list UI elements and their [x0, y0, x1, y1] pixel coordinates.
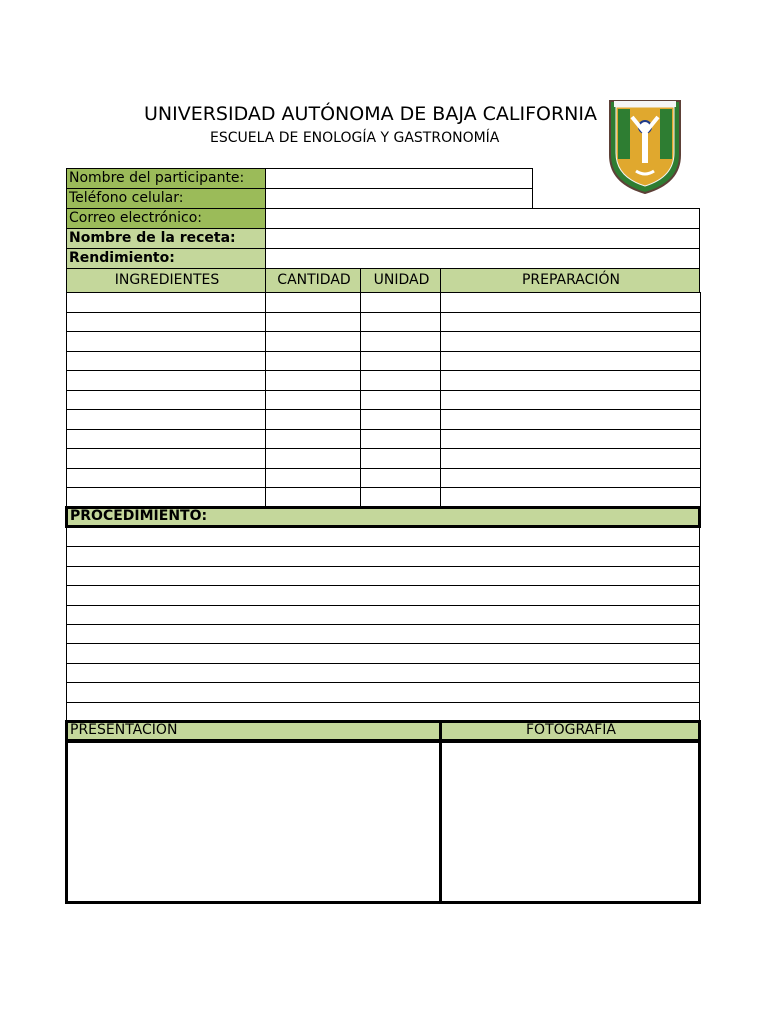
phone-label: Teléfono celular: — [66, 188, 266, 209]
photo-area[interactable] — [439, 740, 701, 904]
procedure-line[interactable] — [66, 663, 700, 683]
ingredient-cell[interactable] — [360, 331, 441, 352]
ingredient-cell[interactable] — [265, 448, 361, 469]
ingredient-cell[interactable] — [360, 312, 441, 333]
ingredient-cell[interactable] — [440, 370, 701, 391]
ingredient-cell[interactable] — [66, 448, 266, 469]
presentation-area[interactable] — [65, 740, 442, 904]
ingredient-cell[interactable] — [66, 409, 266, 430]
ingredient-cell[interactable] — [440, 487, 701, 508]
ingredient-cell[interactable] — [66, 331, 266, 352]
photo-header: FOTOGRAFIA — [439, 720, 701, 742]
ingredient-cell[interactable] — [360, 468, 441, 489]
procedure-line[interactable] — [66, 566, 700, 586]
ingredient-cell[interactable] — [440, 351, 701, 372]
ingredient-cell[interactable] — [265, 409, 361, 430]
ingredient-cell[interactable] — [66, 292, 266, 313]
ingredient-cell[interactable] — [265, 429, 361, 450]
ingredient-cell[interactable] — [360, 351, 441, 372]
preparation-header: PREPARACIÓN — [440, 268, 700, 293]
ingredient-cell[interactable] — [440, 390, 701, 411]
ingredient-cell[interactable] — [360, 429, 441, 450]
recipe-name-label: Nombre de la receta: — [66, 228, 266, 249]
ingredient-cell[interactable] — [66, 390, 266, 411]
ingredient-cell[interactable] — [265, 390, 361, 411]
ingredient-cell[interactable] — [66, 312, 266, 333]
ingredient-cell[interactable] — [265, 487, 361, 508]
ingredient-cell[interactable] — [360, 409, 441, 430]
ingredient-cell[interactable] — [360, 292, 441, 313]
yield-label: Rendimiento: — [66, 248, 266, 269]
ingredient-cell[interactable] — [360, 370, 441, 391]
ingredient-cell[interactable] — [440, 331, 701, 352]
page-title: UNIVERSIDAD AUTÓNOMA DE BAJA CALIFORNIA — [144, 103, 597, 125]
ingredient-cell[interactable] — [440, 429, 701, 450]
email-label: Correo electrónico: — [66, 208, 266, 229]
recipe-name-field[interactable] — [265, 228, 700, 249]
procedure-line[interactable] — [66, 682, 700, 702]
ingredient-cell[interactable] — [440, 312, 701, 333]
procedure-line[interactable] — [66, 546, 700, 566]
ingredients-header: INGREDIENTES — [66, 268, 266, 293]
ingredient-cell[interactable] — [440, 292, 701, 313]
page-subtitle: ESCUELA DE ENOLOGÍA Y GASTRONOMÍA — [210, 130, 500, 146]
ingredient-cell[interactable] — [440, 468, 701, 489]
participant-name-field[interactable] — [265, 168, 533, 189]
ingredient-cell[interactable] — [360, 448, 441, 469]
ingredient-cell[interactable] — [66, 468, 266, 489]
quantity-header: CANTIDAD — [265, 268, 361, 293]
phone-field[interactable] — [265, 188, 533, 209]
ingredient-cell[interactable] — [66, 351, 266, 372]
procedure-line[interactable] — [66, 643, 700, 663]
procedure-header: PROCEDIMIENTO: — [65, 506, 701, 528]
university-logo-icon — [606, 97, 684, 195]
ingredient-cell[interactable] — [66, 487, 266, 508]
email-field[interactable] — [265, 208, 700, 229]
ingredient-cell[interactable] — [360, 487, 441, 508]
unit-header: UNIDAD — [360, 268, 441, 293]
participant-name-label: Nombre del participante: — [66, 168, 266, 189]
ingredients-table-body — [66, 292, 700, 506]
ingredient-cell[interactable] — [265, 292, 361, 313]
ingredient-cell[interactable] — [66, 429, 266, 450]
procedure-line[interactable] — [66, 527, 700, 547]
ingredient-cell[interactable] — [440, 448, 701, 469]
ingredient-cell[interactable] — [66, 370, 266, 391]
ingredient-cell[interactable] — [360, 390, 441, 411]
ingredient-cell[interactable] — [265, 468, 361, 489]
ingredient-cell[interactable] — [265, 331, 361, 352]
procedure-line[interactable] — [66, 585, 700, 605]
ingredient-cell[interactable] — [440, 409, 701, 430]
ingredient-cell[interactable] — [265, 312, 361, 333]
procedure-line[interactable] — [66, 702, 700, 722]
ingredient-cell[interactable] — [265, 351, 361, 372]
procedure-line[interactable] — [66, 605, 700, 625]
procedure-lines — [66, 527, 700, 721]
presentation-header: PRESENTACION — [65, 720, 442, 742]
procedure-line[interactable] — [66, 624, 700, 644]
yield-field[interactable] — [265, 248, 700, 269]
ingredient-cell[interactable] — [265, 370, 361, 391]
